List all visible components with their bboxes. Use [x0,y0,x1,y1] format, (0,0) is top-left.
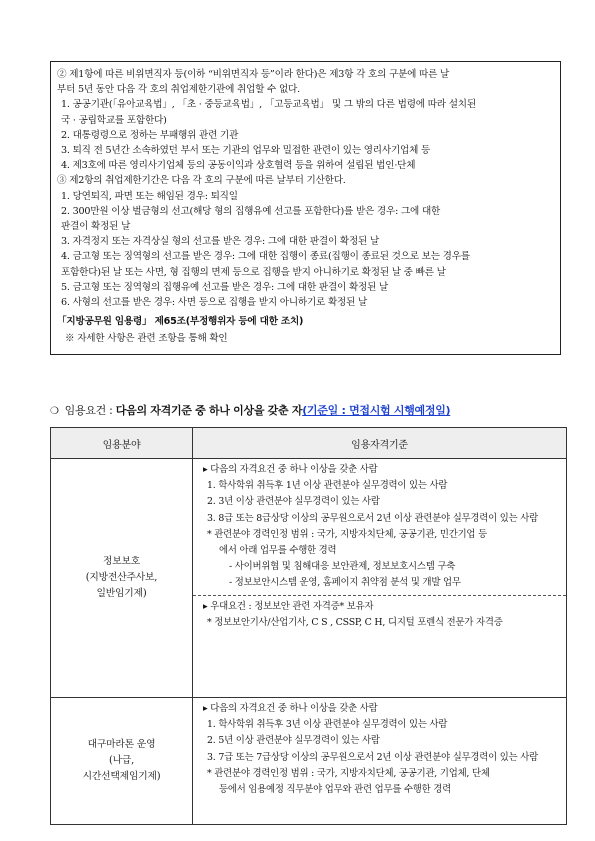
criteria-item-2: 2. 5년 이상 관련분야 실무경력이 있는 사람 [207,735,380,747]
table-header-row [51,428,567,459]
requirement-reference-date: (기준일 : 면접시험 시행예정일) [302,404,451,417]
clause-3-item-3: 3. 자격정지 또는 자격상실 형의 선고를 받은 경우: 그에 대한 판결이 확정된 날 [61,236,380,248]
clause-2-item-4: 4. 제3호에 따른 영리사기업체 등의 공동이익과 상호협력 등을 위하여 설립된 법인·단체 [61,160,416,172]
dashed-divider [193,595,566,596]
clause-3-item-5: 5. 금고형 또는 징역형의 집행유예 선고를 받은 경우: 그에 대한 판결이 확정된 날 [61,281,389,293]
clause-2-item-2: 2. 대통령령으로 정하는 부패행위 관련 기관 [61,129,239,141]
clause-3-item-2: 2. 300만원 이상 벌금형의 선고(해당 형의 집행유예 선고를 포함한다)를 받은 경우: 그에 대한 [61,205,441,217]
qualification-cell-security [193,459,567,698]
header-field: 임용분야 [51,428,193,459]
clause-2-item-3: 3. 퇴직 전 5년간 소속하였던 부서 또는 기관의 업무와 밀접한 관련이 있는 영리사기업체 등 [61,145,431,157]
circle-bullet-icon: ❍ [50,406,59,417]
field-grade: (지방전산주사보, [85,572,158,583]
clause-2-intro-cont: 부터 5년 동안 다음 각 호의 취업제한기관에 취업할 수 없다. [57,84,300,96]
preference-certificates: * 정보보안기사/산업기사, C S , CSSP, C H, 디지털 포렌식 전문가 자격증 [207,616,503,628]
requirement-label: 임용요건 : [64,404,113,417]
field-name: 대구마라톤 운영 [87,739,156,750]
table-row-security [51,459,567,698]
criteria-item-1: 1. 학사학위 취득후 3년 이상 관련분야 실무경력이 있는 사람 [207,719,448,731]
criteria-item-3: 3. 7급 또는 7급상당 이상의 공무원으로서 2년 이상 관련분야 실무경력이 있는 사람 [207,751,538,763]
field-cell-marathon [51,698,193,825]
clause-3-item-2-cont: 판결이 확정된 날 [61,221,131,233]
experience-task-1: - 사이버위협 및 침해대응 보안관제, 정보보호시스템 구축 [229,561,456,573]
field-grade: (나급, [108,755,135,766]
criteria-item-3: 3. 8급 또는 8급상당 이상의 공무원으로서 2년 이상 관련분야 실무경력이 있는 사람 [207,512,538,524]
clause-3-item-4: 4. 금고형 또는 징역형의 선고를 받은 경우: 그에 대한 집행이 종료(집행이 종료된 것으로 보는 경우를 [61,251,470,263]
clause-2-item-1: 1. 공공기관(「유아교육법」, 「초 · 중등교육법」, 「고등교육법」 및 그 밖의 다른 법령에 따라 설치된 [61,99,476,111]
clause-3-item-6: 6. 사형의 선고를 받은 경우: 사면 등으로 집행을 받지 아니하기로 확정된 날 [61,297,368,309]
experience-scope: * 관련분야 경력인정 범위 : 국가, 지방자치단체, 공공기관, 기업체, 단체 [207,767,490,779]
experience-scope: * 관련분야 경력인정 범위 : 국가, 지방자치단체, 공공기관, 민간기업 등 [207,528,487,540]
experience-task-2: - 정보보안시스템 운영, 홈페이지 취약점 분석 및 개발 업무 [229,577,461,589]
criteria-item-2: 2. 3년 이상 관련분야 실무경력이 있는 사람 [207,496,380,508]
table-row-marathon [51,698,567,825]
field-type: 일반임기제) [96,588,147,599]
reference-note: ※ 자세한 사항은 관련 조항을 통해 확인 [65,333,228,345]
header-qualification: 임용자격기준 [193,428,567,459]
requirement-text: 다음의 자격기준 중 하나 이상을 갖춘 자 [115,404,303,417]
clause-2-item-1-cont: 국 · 공립학교를 포함한다) [61,114,167,126]
law-title: 「지방공무원 임용령」 제65조(부정행위자 등에 대한 조치) [57,316,304,328]
qualification-cell-marathon [193,698,567,825]
clause-3-item-1: 1. 당연퇴직, 파면 또는 해임된 경우: 퇴직일 [61,190,238,202]
experience-scope-cont: 등에서 임용예정 직무분야 업무와 관련 업무를 수행한 경력 [219,784,452,796]
field-name: 정보보호 [102,556,141,567]
requirement-line [50,402,570,418]
law-excerpt-box [50,61,561,355]
criteria-heading: ▸ 다음의 자격요건 중 하나 이상을 갖춘 사람 [203,464,378,475]
field-type: 시간선택제임기제) [82,771,161,782]
preference-heading: ▸ 우대요건 : 정보보안 관련 자격증* 보유자 [203,600,374,612]
criteria-item-1: 1. 학사학위 취득후 1년 이상 관련분야 실무경력이 있는 사람 [207,480,448,492]
criteria-heading: ▸ 다음의 자격요건 중 하나 이상을 갖춘 사람 [203,703,378,714]
clause-3-item-4-cont: 포함한다)된 날 또는 사면, 형 집행의 면제 등으로 집행을 받지 아니하기로 확정된 날 중 빠른 날 [61,266,446,278]
qualification-table [50,427,567,825]
field-cell-security [51,459,193,698]
clause-3-intro: ③ 제2항의 취업제한기간은 다음 각 호의 구분에 따른 날부터 기산한다. [57,175,346,187]
experience-scope-cont: 에서 아래 업무를 수행한 경력 [219,545,337,557]
clause-2-intro: ② 제1항에 따른 비위면직자 등(이하 “비위면직자 등”이라 한다)은 제3항 각 호의 구분에 따른 날 [57,69,450,80]
